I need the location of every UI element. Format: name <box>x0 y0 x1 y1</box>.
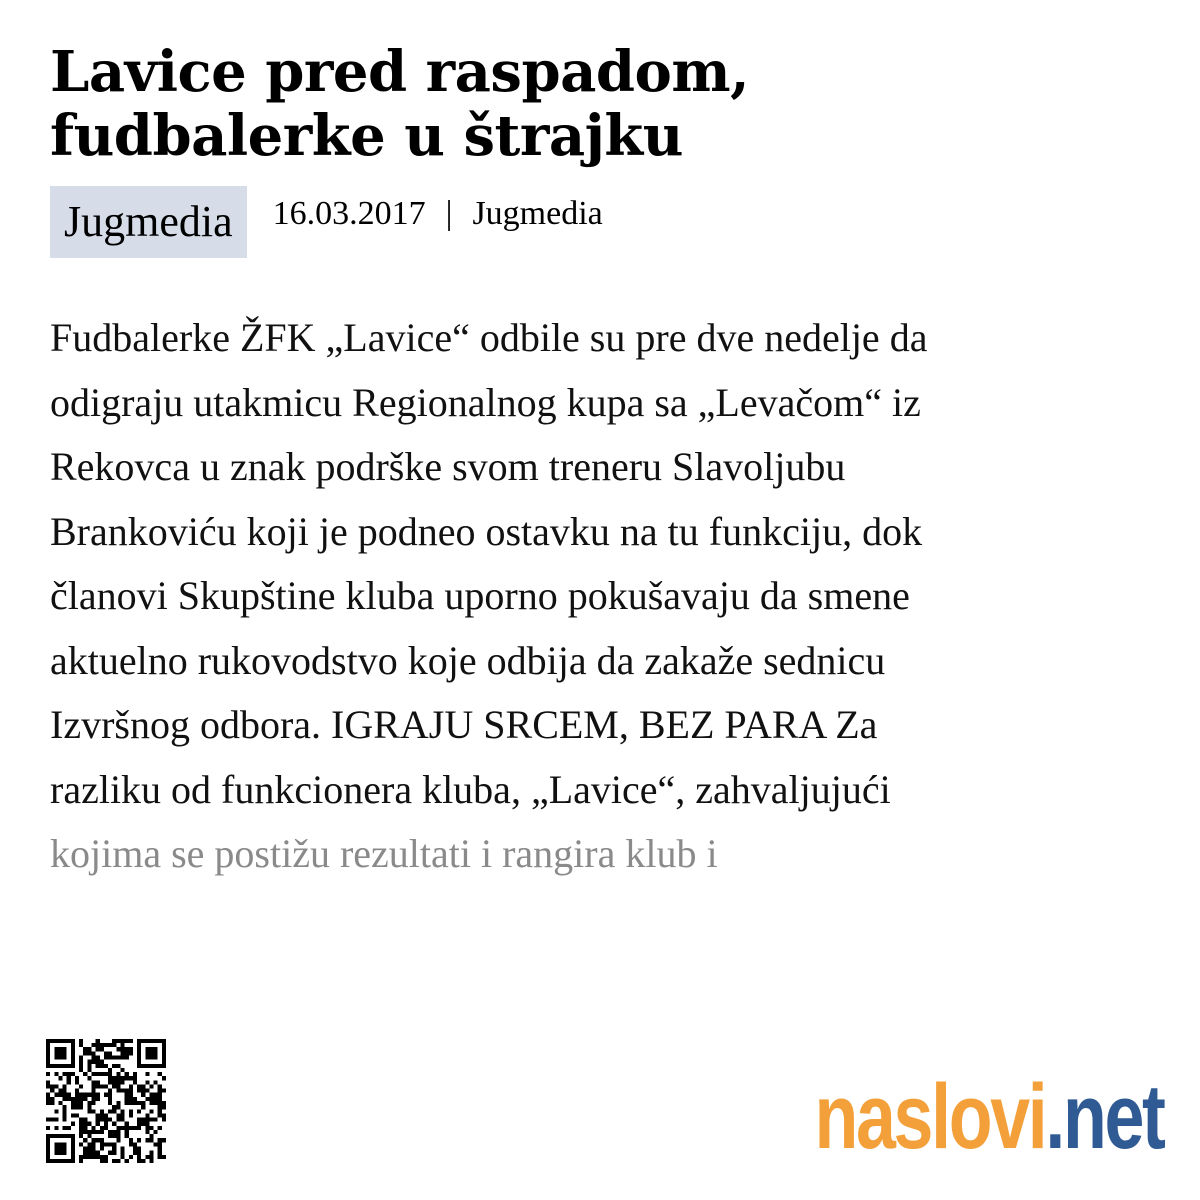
article-title-line-1: Lavice pred raspadom, <box>50 39 750 105</box>
article-title[interactable] <box>50 40 1150 168</box>
body-line: Izvršnog odbora. IGRAJU SRCEM, BEZ PARA Za <box>50 702 878 747</box>
body-line: Brankoviću koji je podneo ostavku na tu funkciju, dok <box>50 508 923 554</box>
body-line: odigraju utakmicu Regionalnog kupa sa „Levačom“ iz <box>50 379 921 425</box>
article-meta <box>50 186 1150 258</box>
author-name[interactable]: Jugmedia <box>472 195 603 232</box>
source-badge[interactable]: Jugmedia <box>50 186 247 258</box>
naslovi-logo[interactable] <box>815 1062 1164 1172</box>
body-line: Rekovca u znak podrške svom treneru Slavoljubu <box>50 444 846 489</box>
meta-separator: | <box>445 195 453 232</box>
body-line: razliku od funkcionera kluba, „Lavice“, zahvaljujući <box>50 766 891 812</box>
body-line: aktuelno rukovodstvo koje odbija da zakaže sednicu <box>50 637 886 683</box>
body-line: članovi Skupštine kluba uporno pokušavaju da smene <box>50 573 910 618</box>
body-faded-line: kojima se postižu rezultati i rangira klub i <box>50 831 718 876</box>
body-line: Fudbalerke ŽFK „Lavice“ odbile su pre dve nedelje da <box>50 315 928 360</box>
article-title-line-2: fudbalerke u štrajku <box>50 103 683 169</box>
qr-code-icon[interactable] <box>46 1038 166 1164</box>
article <box>50 40 1150 258</box>
logo-text-naslovi: naslovi <box>814 1066 1046 1168</box>
article-body <box>50 306 1150 887</box>
publish-date: 16.03.2017 <box>272 195 426 232</box>
logo-text-net: .net <box>1045 1066 1164 1168</box>
meta-info <box>273 195 603 233</box>
